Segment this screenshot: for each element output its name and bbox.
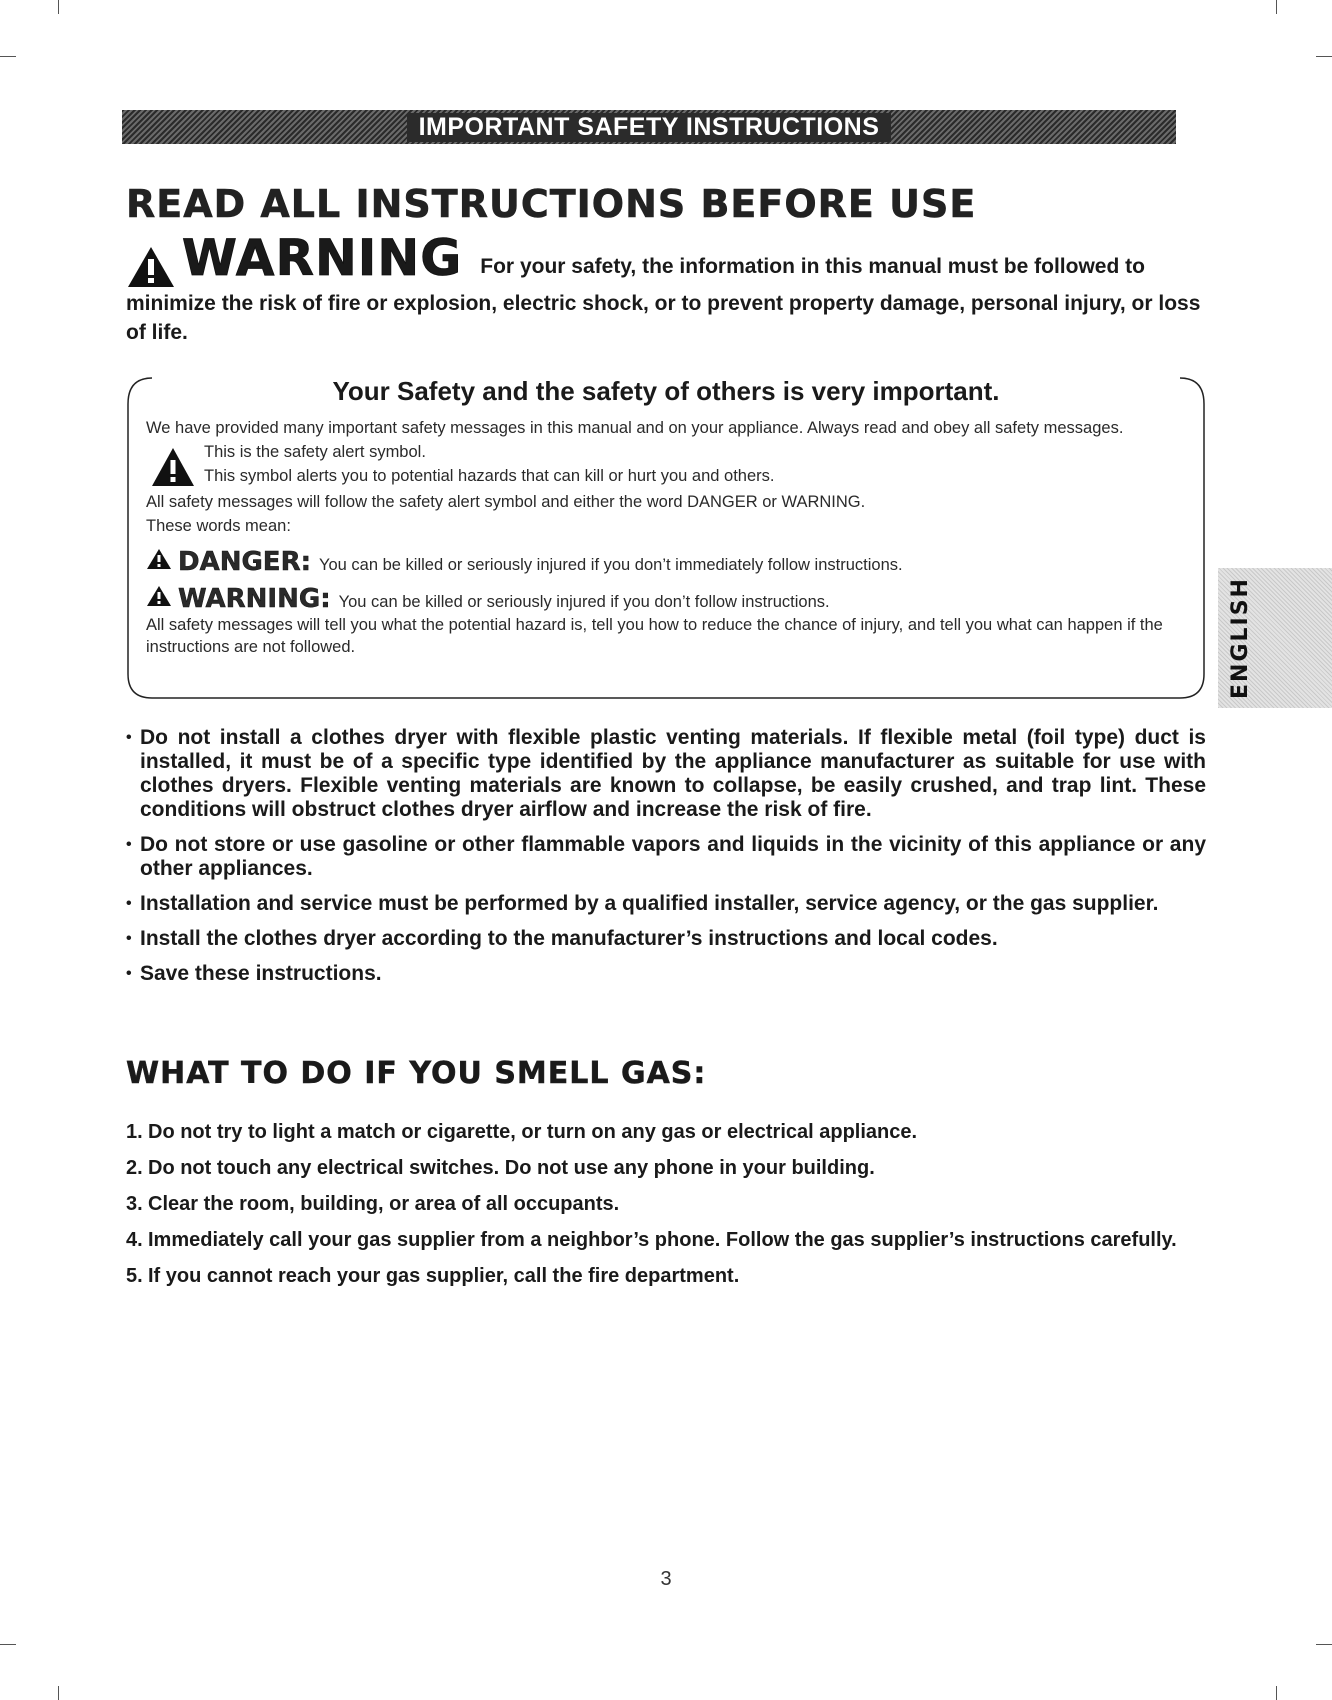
danger-text: You can be killed or seriously injured if you don’t immediately follow instructions.: [318, 556, 903, 574]
warning-text: For your safety, the information in this manual must be followed to minimize the risk of fire or explosion, electric shock, or to prevent property damage, personal injury, or loss of life.: [126, 255, 1201, 345]
box-intro: We have provided many important safety messages in this manual and on your appliance. Always read and obey all safety messages.: [146, 419, 1124, 437]
step-number: 1.: [126, 1121, 143, 1143]
gas-heading: WHAT TO DO IF YOU SMELL GAS:: [126, 1056, 707, 1091]
list-item: [126, 1228, 1206, 1252]
list-item: • Installation and service must be performed by a qualified installer, service agency, or the gas supplier.: [126, 892, 1206, 916]
list-item: [126, 1120, 1206, 1144]
crop-mark: [1276, 1686, 1277, 1700]
safety-message-box: [126, 278, 1206, 700]
danger-signal-word: DANGER:: [178, 547, 311, 577]
warning-definition-text: You can be killed or seriously injured if you don’t follow instructions.: [338, 593, 830, 611]
crop-mark: [0, 56, 16, 57]
step-number: 3.: [126, 1193, 143, 1215]
follow-line-2: These words mean:: [146, 517, 291, 535]
warning-signal-word: WARNING:: [178, 584, 331, 614]
list-item: • Save these instructions.: [126, 962, 1206, 986]
gas-steps-list: [126, 1120, 1206, 1300]
list-item: [126, 1192, 1206, 1216]
step-text: Do not try to light a match or cigarette, or turn on any gas or electrical appliance.: [148, 1121, 918, 1143]
step-text: If you cannot reach your gas supplier, call the fire department.: [148, 1265, 740, 1287]
step-text: Clear the room, building, or area of all occupants.: [148, 1193, 620, 1215]
page-number: 3: [660, 1568, 672, 1590]
crop-mark: [1316, 56, 1332, 57]
list-item: • Do not store or use gasoline or other flammable vapors and liquids in the vicinity of this appliance or any other appliances.: [126, 833, 1206, 881]
symbol-explanation: [146, 440, 1196, 490]
box-title: Your Safety and the safety of others is very important.: [332, 376, 1000, 406]
section-banner: [122, 110, 1176, 144]
danger-definition: [146, 548, 1196, 577]
language-tab-label: ENGLISH: [1228, 577, 1253, 699]
language-tab: [1218, 568, 1332, 708]
warning-signal-word: WARNING: [181, 229, 463, 287]
follow-line-1: All safety messages will follow the safety alert symbol and either the word DANGER or WARNING.: [146, 493, 866, 511]
symbol-line-1: This is the safety alert symbol.: [204, 443, 426, 461]
banner-title: IMPORTANT SAFETY INSTRUCTIONS: [407, 113, 892, 142]
list-item: [126, 1156, 1206, 1180]
list-item: • Install the clothes dryer according to the manufacturer’s instructions and local codes.: [126, 927, 1206, 951]
step-number: 4.: [126, 1229, 143, 1251]
list-item: [126, 1264, 1206, 1288]
list-item: • Do not install a clothes dryer with flexible plastic venting materials. If flexible metal (foil type) duct is installed, it must be of a specific type identified by the appliance manufacturer as suitable for use with clothes dryers. Flexible venting materials are known to collapse, be easily crushed, and trap lint. These conditions will obstruct clothes dryer airflow and increase the risk of fire.: [126, 726, 1206, 822]
box-body: [146, 416, 1196, 658]
crop-mark: [1316, 1644, 1332, 1645]
page-heading: READ ALL INSTRUCTIONS BEFORE USE: [126, 182, 977, 226]
box-closing: All safety messages will tell you what the potential hazard is, tell you how to reduce the chance of injury, and tell you what can happen if the instructions are not followed.: [146, 616, 1163, 656]
safety-alert-icon: [146, 548, 172, 570]
symbol-line-2: This symbol alerts you to potential hazards that can kill or hurt you and others.: [204, 467, 775, 485]
safety-alert-icon: [146, 585, 172, 607]
step-number: 5.: [126, 1265, 143, 1287]
step-text: Immediately call your gas supplier from a neighbor’s phone. Follow the gas supplier’s instructions carefully.: [148, 1229, 1177, 1251]
crop-mark: [1276, 0, 1277, 14]
warning-definition: [146, 585, 1196, 614]
crop-mark: [0, 1644, 16, 1645]
crop-mark: [58, 0, 59, 14]
step-number: 2.: [126, 1157, 143, 1179]
step-text: Do not touch any electrical switches. Do not use any phone in your building.: [148, 1157, 875, 1179]
crop-mark: [58, 1686, 59, 1700]
safety-alert-icon: [150, 446, 196, 490]
safety-bullet-list: [126, 726, 1206, 997]
